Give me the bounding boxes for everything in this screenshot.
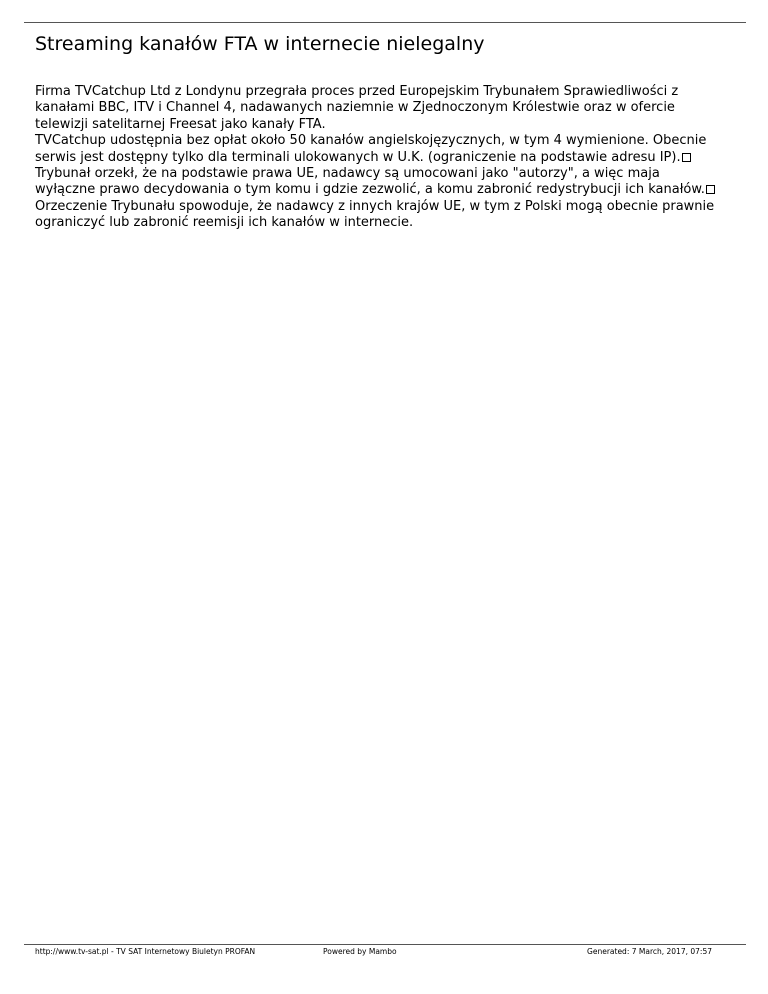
footer-generated-date: Generated: 7 March, 2017, 07:57 [587, 947, 712, 956]
missing-glyph-box-icon [706, 185, 715, 194]
body-line-text: serwis jest dostępny tylko dla terminali ulokowanych w U.K. (ograniczenie na podstawie adresu IP). [35, 149, 681, 165]
missing-glyph-box-icon [682, 153, 691, 162]
article-title: Streaming kanałów FTA w internecie nielegalny [35, 33, 485, 55]
footer-source-link[interactable]: http://www.tv-sat.pl - TV SAT Internetowy Biuletyn PROFAN [35, 947, 256, 956]
body-line: telewizji satelitarnej Freesat jako kanały FTA. [35, 116, 326, 132]
body-line: TVCatchup udostępnia bez opłat około 50 kanałów angielskojęzycznych, w tym 4 wymienione. Obecnie [35, 133, 707, 149]
body-line: kanałami BBC, ITV i Channel 4, nadawanych naziemnie w Zjednoczonym Królestwie oraz w ofercie [35, 100, 675, 116]
body-line-with-glyph [35, 150, 740, 166]
body-line: Firma TVCatchup Ltd z Londynu przegrała proces przed Europejskim Trybunałem Sprawiedliwości z [35, 84, 679, 99]
body-line: Trybunał orzekł, że na podstawie prawa UE, nadawcy są umocowani jako "autorzy", a więc maja [35, 166, 660, 182]
body-line-text: wyłączne prawo decydowania o tym komu i gdzie zezwolić, a komu zabronić redystrybucji ich kanałów. [35, 182, 705, 198]
body-line-with-glyph [35, 182, 740, 198]
body-line: ograniczyć lub zabronić reemisji ich kanałów w internecie. [35, 215, 414, 231]
bottom-divider [24, 944, 746, 945]
article-body [35, 84, 740, 232]
footer-powered-by: Powered by Mambo [323, 947, 397, 956]
body-line: Orzeczenie Trybunału spowoduje, że nadawcy z innych krajów UE, w tym z Polski mogą obecnie prawnie [35, 198, 715, 214]
top-divider [24, 22, 746, 23]
